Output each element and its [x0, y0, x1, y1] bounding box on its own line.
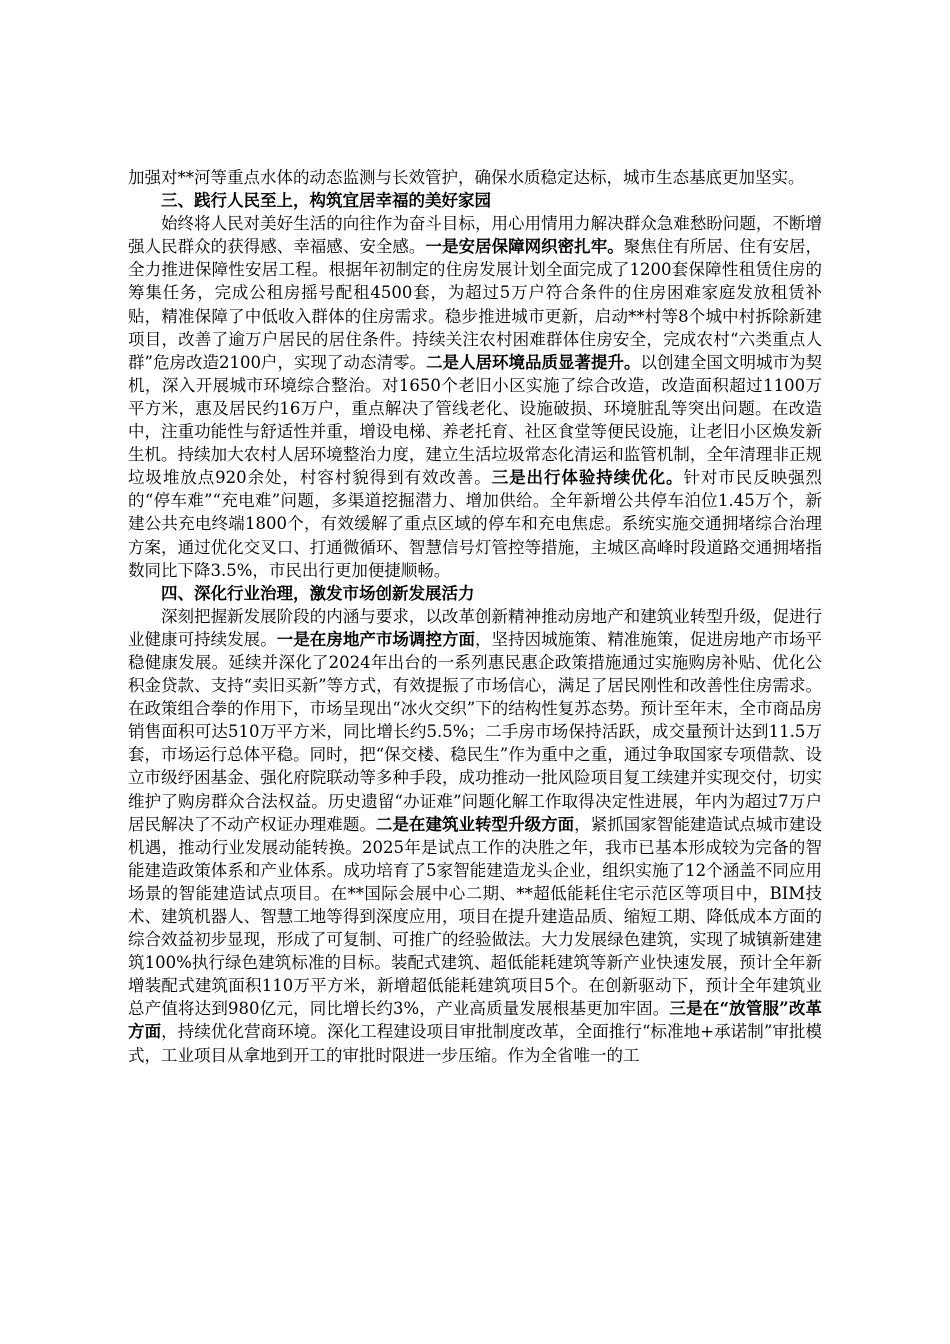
section-4-point-3-title: 三是在“放管服”改革方面 [128, 999, 823, 1042]
section-3-body [128, 212, 822, 582]
section-3-point-2-title: 二是人居环境品质显著提升。 [425, 352, 641, 372]
section-4-point-1-text: ，坚持因城施策、精准施策，促进房地产市场平稳健康发展。延续并深化了2024年出台的一系列惠民惠企政策措施通过实施购房补贴、优化公积金贷款、支持“卖旧买新”等方式，有效提振了市场信心，满足了居民刚性和改善性住房需求。在政策组合拳的作用下，市场呈现出“冰火交织”下的结构性复苏态势。预计至年末，全市商品房销售面积可达510万平方米，同比增长约5.5%；二手房市场保持活跃，成交量预计达到11.5万套，市场运行总体平稳。同时，把“保交楼、稳民生”作为重中之重，通过争取国家专项借款、设立市级纾困基金、强化府院联动等多种手段，成功推动一批风险项目复工续建并实现交付，切实维护了购房群众合法权益。历史遗留“办证难”问题化解工作取得决定性进展，年内为超过7万户居民解决了不动产权证办理难题。 [128, 629, 823, 834]
section-heading-3: 三、践行人民至上，构筑宜居幸福的美好家园 [161, 191, 491, 211]
section-3-intro: 始终将人民对美好生活的向往作为奋斗目标，用心用情用力解决群众急难愁盼问题，不断增强人民群众的获得感、幸福感、安全感。 [128, 214, 822, 257]
section-4-body [128, 605, 822, 1067]
section-3-point-2-text: 以创建全国文明城市为契机，深入开展城市环境综合整治。对1650个老旧小区实施了综合改造，改造面积超过1100万平方米，惠及居民约16万户，重点解决了管线老化、设施破损、环境脏乱等突出问题。在改造中，注重功能性与舒适性并重，增设电梯、养老托育、社区食堂等便民设施，让老旧小区焕发新生机。持续加大农村人居环境整治力度，建立生活垃圾常态化清运和监管机制，全年清理非正规垃圾堆放点920余处，村容村貌得到有效改善。 [128, 352, 823, 488]
section-4-point-2-text: ，紧抓国家智能建造试点城市建设机遇，推动行业发展动能转换。2025年是试点工作的决胜之年，我市已基本形成较为完备的智能建造政策体系和产业体系。成功培育了5家智能建造龙头企业，组织实施了12个涵盖不同应用场景的智能建造试点项目。在**国际会展中心二期、**超低能耗住宅示范区等项目中，BIM技术、建筑机器人、智慧工地等得到深度应用，项目在提升建造品质、缩短工期、降低成本方面的综合效益初步显现，形成了可复制、可推广的经验做法。大力发展绿色建筑，实现了城镇新建建筑100%执行绿色建筑标准的目标。装配式建筑、超低能耗建筑等新产业快速发展，预计全年新增装配式建筑面积110万平方米，新增超低能耗建筑项目5个。在创新驱动下，预计全年建筑业总产值将达到980亿元，同比增长约3%，产业高质量发展根基更加牢固。 [128, 814, 823, 1019]
section-heading-4: 四、深化行业治理，激发市场创新发展活力 [161, 583, 475, 603]
section-3-point-3-text: 针对市民反映强烈的“停车难”“充电难”问题，多渠道挖掘潜力、增加供给。全年新增公共停车泊位1.45万个，新建公共充电终端1800个，有效缓解了重点区域的停车和充电焦虑。系统实施交通拥堵综合治理方案，通过优化交叉口、打通微循环、智慧信号灯管控等措施，主城区高峰时段道路交通拥堵指数同比下降3.5%，市民出行更加便捷顺畅。 [128, 468, 823, 580]
section-4-intro: 深刻把握新发展阶段的内涵与要求，以改革创新精神推动房地产和建筑业转型升级，促进行业健康可持续发展。 [128, 606, 822, 649]
section-4-point-3-text: ，持续优化营商环境。深化工程建设项目审批制度改革，全面推行“标准地+承诺制”审批模式，工业项目从拿地到开工的审批时限进一步压缩。作为全省唯一的工 [128, 1022, 823, 1065]
section-3-point-1-title: 一是安居保障网织密扎牢。 [425, 237, 624, 257]
section-3-point-3-title: 三是出行体验持续优化。 [491, 468, 684, 488]
section-4-point-1-title: 一是在房地产市场调控方面 [276, 629, 476, 649]
document-page [128, 166, 822, 1067]
paragraph-continuation: 加强对**河等重点水体的动态监测与长效管护，确保水质稳定达标，城市生态基底更加坚实。 [128, 168, 805, 187]
section-3-point-1-text: 聚焦住有所居、住有安居，全力推进保障性安居工程。根据年初制定的住房发展计划全面完成了1200套保障性租赁住房的筹集任务，完成公租房摇号配租4500套，为超过5万户符合条件的住房困难家庭发放租赁补贴，精准保障了中低收入群体的住房需求。稳步推进城市更新，启动**村等8个城中村拆除新建项目，改善了逾万户居民的居住条件。持续关注农村困难群体住房安全，完成农村“六类重点人群”危房改造2100户，实现了动态清零。 [128, 237, 823, 372]
section-4-point-2-title: 二是在建筑业转型升级方面 [375, 814, 575, 834]
